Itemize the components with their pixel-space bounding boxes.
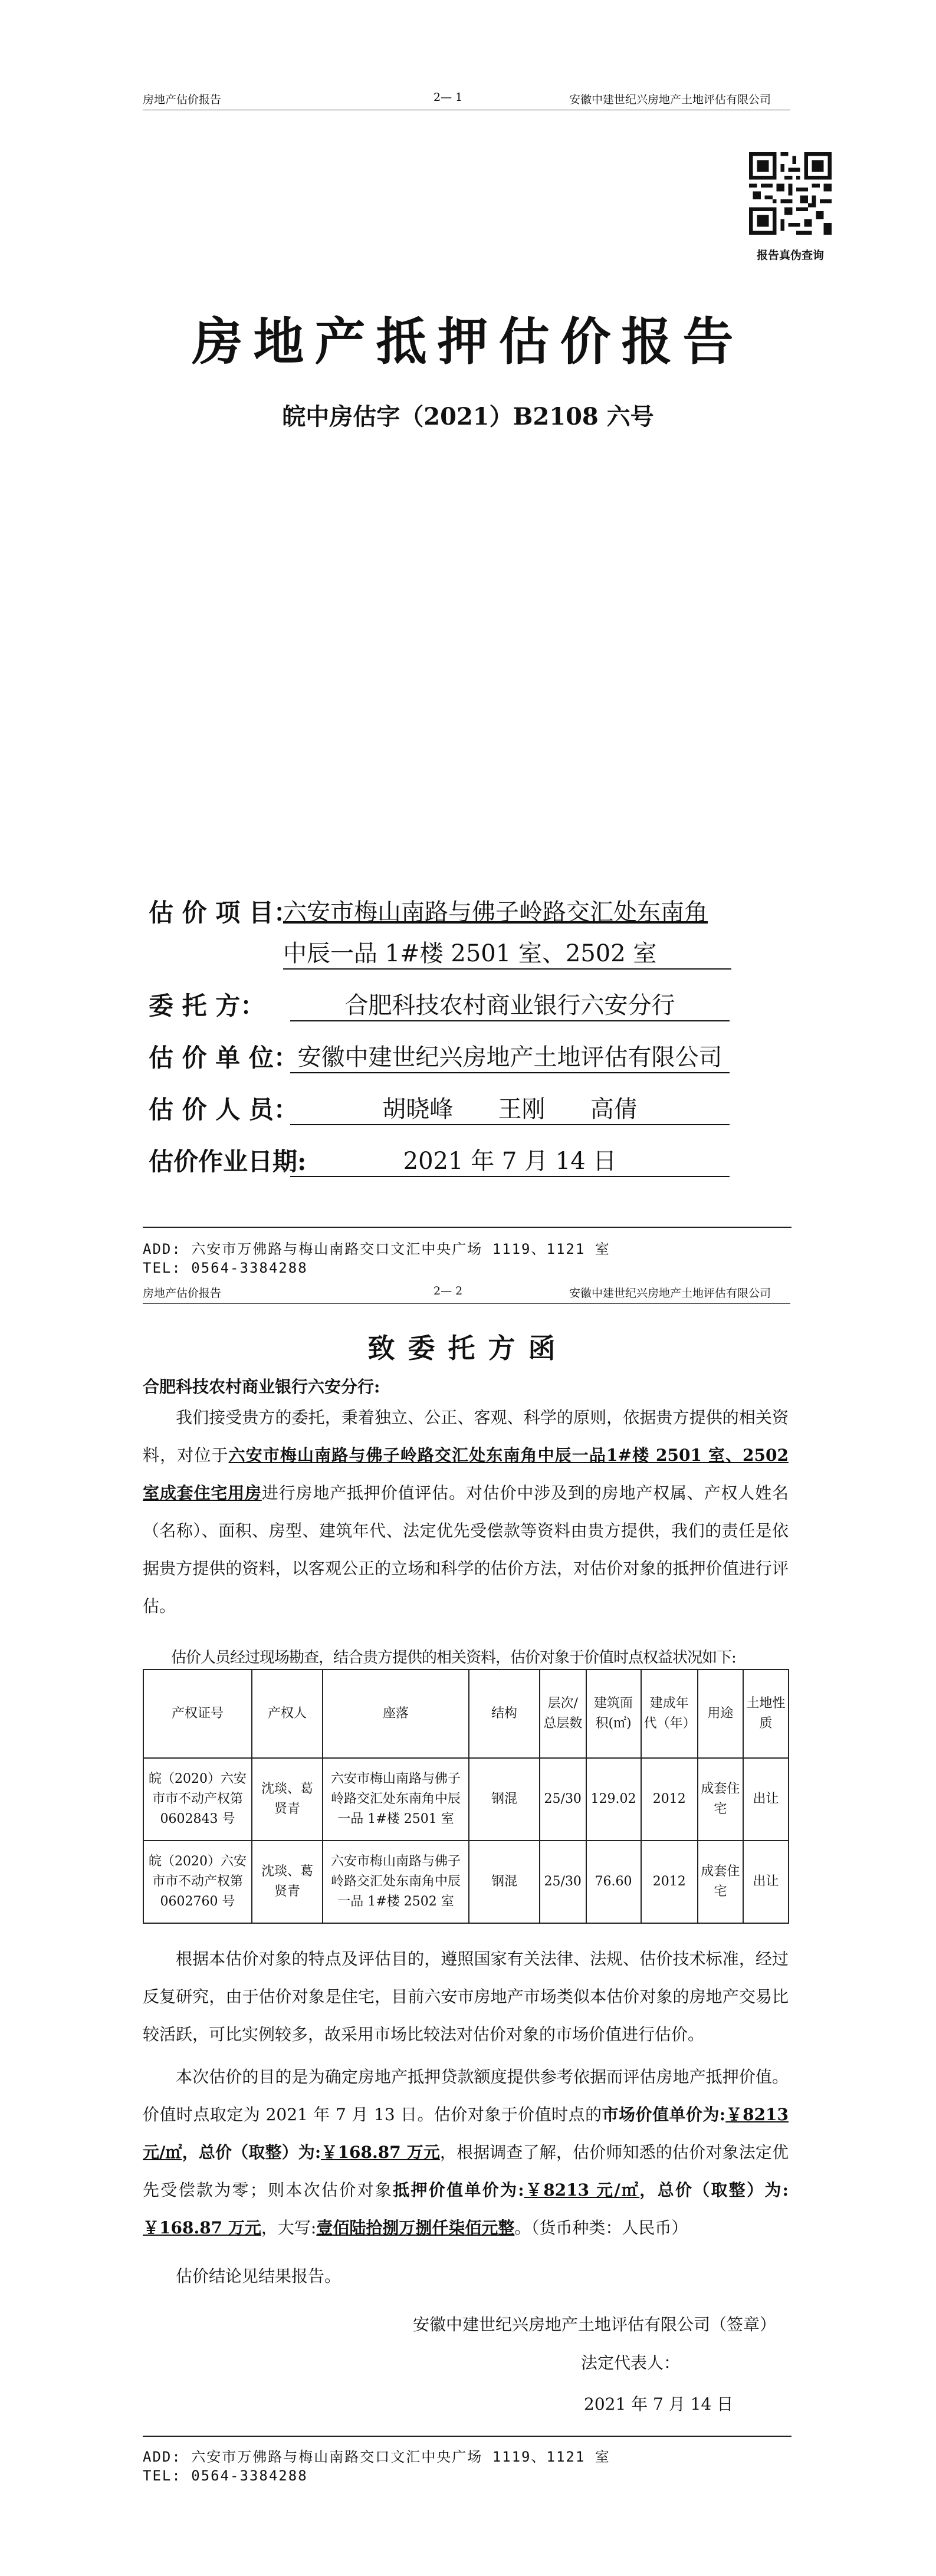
qr-caption: 报告真伪查询 bbox=[756, 249, 824, 262]
date-label: 估价作业日期: bbox=[149, 1147, 307, 1176]
property-rights-table bbox=[143, 1669, 789, 1924]
date-value: 2021 年 7 月 14 日 bbox=[290, 1142, 730, 1177]
col-header-cert: 产权证号 bbox=[143, 1670, 252, 1758]
header-rule bbox=[143, 1303, 790, 1304]
mortgage-total-value: ￥168.87 万元 bbox=[143, 2218, 261, 2237]
cell-use: 成套住宅 bbox=[698, 1841, 743, 1923]
table-row bbox=[143, 1758, 789, 1841]
footer-address: ADD: 六安市万佛路与梅山南路交口文汇中央广场 1119、1121 室 bbox=[143, 1241, 610, 1257]
property-address-emphasis: 六安市梅山南路与佛子岭路交汇处东南角中辰一品1#楼 2501 室、2502 室成套住宅用房 bbox=[143, 1445, 789, 1503]
letter-title: 致委托方函 bbox=[367, 1332, 569, 1364]
cell-year: 2012 bbox=[641, 1841, 698, 1923]
letter-recipient: 合肥科技农村商业银行六安分行: bbox=[143, 1377, 380, 1397]
footer-rule bbox=[143, 2436, 792, 2437]
mortgage-unit-value: ￥8213 元/㎡ bbox=[524, 2180, 640, 2200]
header-page-number: 2— 1 bbox=[433, 91, 463, 104]
cell-owner: 沈琰、葛贤青 bbox=[252, 1841, 323, 1923]
signature-date: 2021 年 7 月 14 日 bbox=[584, 2394, 734, 2414]
unit-value: 安徽中建世纪兴房地产土地评估有限公司 bbox=[290, 1039, 730, 1073]
conclusion-text-d: ，大写: bbox=[261, 2218, 317, 2237]
cell-land: 出让 bbox=[743, 1758, 789, 1841]
table-caption: 估价人员经过现场勘查，结合贵方提供的相关资料，估价对象于价值时点权益状况如下: bbox=[171, 1649, 736, 1667]
header-report-name: 房地产估价报告 bbox=[143, 93, 222, 106]
paragraph-see-results: 估价结论见结果报告。 bbox=[176, 2266, 341, 2286]
report-number: 皖中房估字（2021）B2108 六号 bbox=[282, 403, 654, 431]
mortgage-total-label: ，总价（取整）为: bbox=[639, 2180, 789, 2200]
cell-structure: 钢混 bbox=[469, 1841, 540, 1923]
footer-tel: TEL: 0564-3384288 bbox=[143, 1260, 308, 1276]
header-report-name: 房地产估价报告 bbox=[143, 1287, 222, 1300]
cell-owner: 沈琰、葛贤青 bbox=[252, 1758, 323, 1841]
conclusion-text-a: 本次估价的目的是为确定房地产抵押贷款额度提供参考依据而评估房地产抵押价值。价值时点取定为 2021 年 7 月 13 日。估价对象于价值时点的 bbox=[143, 2067, 789, 2124]
paragraph-intro bbox=[143, 1399, 789, 1625]
project-value-line2: 中辰一品 1#楼 2501 室、2502 室 bbox=[283, 935, 731, 970]
col-header-location: 座落 bbox=[323, 1670, 469, 1758]
client-label: 委 托 方： bbox=[149, 991, 265, 1020]
cell-land: 出让 bbox=[743, 1841, 789, 1923]
cell-location: 六安市梅山南路与佛子岭路交汇处东南角中辰一品 1#楼 2502 室 bbox=[323, 1841, 469, 1923]
table-header-row bbox=[143, 1670, 789, 1758]
cell-year: 2012 bbox=[641, 1758, 698, 1841]
cell-structure: 钢混 bbox=[469, 1758, 540, 1841]
market-unit-label: 市场价值单价为: bbox=[602, 2105, 726, 2124]
client-value: 合肥科技农村商业银行六安分行 bbox=[290, 987, 730, 1021]
signature-company: 安徽中建世纪兴房地产土地评估有限公司（签章） bbox=[413, 2315, 777, 2334]
cell-cert: 皖（2020）六安市市不动产权第 0602760 号 bbox=[143, 1841, 252, 1923]
col-header-floor: 层次/总层数 bbox=[540, 1670, 586, 1758]
amount-in-words: 壹佰陆拾捌万捌仟柒佰元整 bbox=[316, 2218, 515, 2237]
header-company: 安徽中建世纪兴房地产土地评估有限公司 bbox=[569, 1287, 771, 1300]
cell-cert: 皖（2020）六安市市不动产权第 0602843 号 bbox=[143, 1758, 252, 1841]
unit-label: 估 价 单 位： bbox=[149, 1043, 298, 1072]
conclusion-text-e: 。（货币种类：人民币） bbox=[514, 2218, 688, 2237]
cell-area: 129.02 bbox=[586, 1758, 641, 1841]
mortgage-unit-label: 抵押价值单价为: bbox=[393, 2180, 524, 2200]
col-header-structure: 结构 bbox=[469, 1670, 540, 1758]
col-header-year: 建成年代（年） bbox=[641, 1670, 698, 1758]
cell-floor: 25/30 bbox=[540, 1841, 586, 1923]
paragraph-conclusion bbox=[143, 2058, 789, 2247]
footer-rule bbox=[143, 1227, 792, 1228]
staff-value: 胡晓峰 王刚 高倩 bbox=[290, 1090, 730, 1125]
report-title: 房地产抵押估价报告 bbox=[192, 312, 744, 372]
header-company: 安徽中建世纪兴房地产土地评估有限公司 bbox=[569, 93, 771, 106]
col-header-owner: 产权人 bbox=[252, 1670, 323, 1758]
project-label: 估 价 项 目： bbox=[149, 898, 298, 927]
paragraph-method: 根据本估价对象的特点及评估目的，遵照国家有关法律、法规、估价技术标准，经过反复研究，由于估价对象是住宅，目前六安市房地产市场类似本估价对象的房地产交易比较活跃，可比实例较多，故采用市场比较法对估价对象的市场价值进行估价。 bbox=[143, 1949, 789, 2044]
table-row bbox=[143, 1841, 789, 1923]
staff-label: 估 价 人 员： bbox=[149, 1095, 298, 1124]
cell-use: 成套住宅 bbox=[698, 1758, 743, 1841]
col-header-land: 土地性质 bbox=[743, 1670, 789, 1758]
col-header-area: 建筑面积(㎡) bbox=[586, 1670, 641, 1758]
market-total-value: ￥168.87 万元 bbox=[321, 2143, 440, 2162]
cell-area: 76.60 bbox=[586, 1841, 641, 1923]
footer-address: ADD: 六安市万佛路与梅山南路交口文汇中央广场 1119、1121 室 bbox=[143, 2449, 610, 2465]
intro-text-a: 我们接受贵方的委托，秉着独立、公正、客观、科学的原则，依据贵方提供的相关资料，对位于 bbox=[143, 1408, 789, 1465]
header-page-number: 2— 2 bbox=[433, 1284, 463, 1297]
conclusion-text-c: ，根据调查了解，估价师知悉的估价对象法定优先受偿款为零；则本次估价对象 bbox=[143, 2143, 789, 2200]
cell-floor: 25/30 bbox=[540, 1758, 586, 1841]
footer-tel: TEL: 0564-3384288 bbox=[143, 2467, 308, 2484]
cell-location: 六安市梅山南路与佛子岭路交汇处东南角中辰一品 1#楼 2501 室 bbox=[323, 1758, 469, 1841]
market-total-label: ，总价（取整）为: bbox=[182, 2143, 321, 2162]
project-value-line1: 六安市梅山南路与佛子岭路交汇处东南角 bbox=[283, 899, 708, 926]
col-header-use: 用途 bbox=[698, 1670, 743, 1758]
qr-code-icon[interactable] bbox=[749, 152, 832, 235]
market-unit-value: ￥8213 元/㎡ bbox=[143, 2105, 789, 2162]
signature-legal-rep: 法定代表人： bbox=[581, 2353, 681, 2373]
intro-text-b: 进行房地产抵押价值评估。对估价中涉及到的房地产权属、产权人姓名（名称）、面积、房型、建筑年代、法定优先受偿款等资料由贵方提供，我们的责任是依据贵方提供的资料，以客观公正的立场和科学的估价方法，对估价对象的抵押价值进行评估。 bbox=[143, 1483, 789, 1616]
